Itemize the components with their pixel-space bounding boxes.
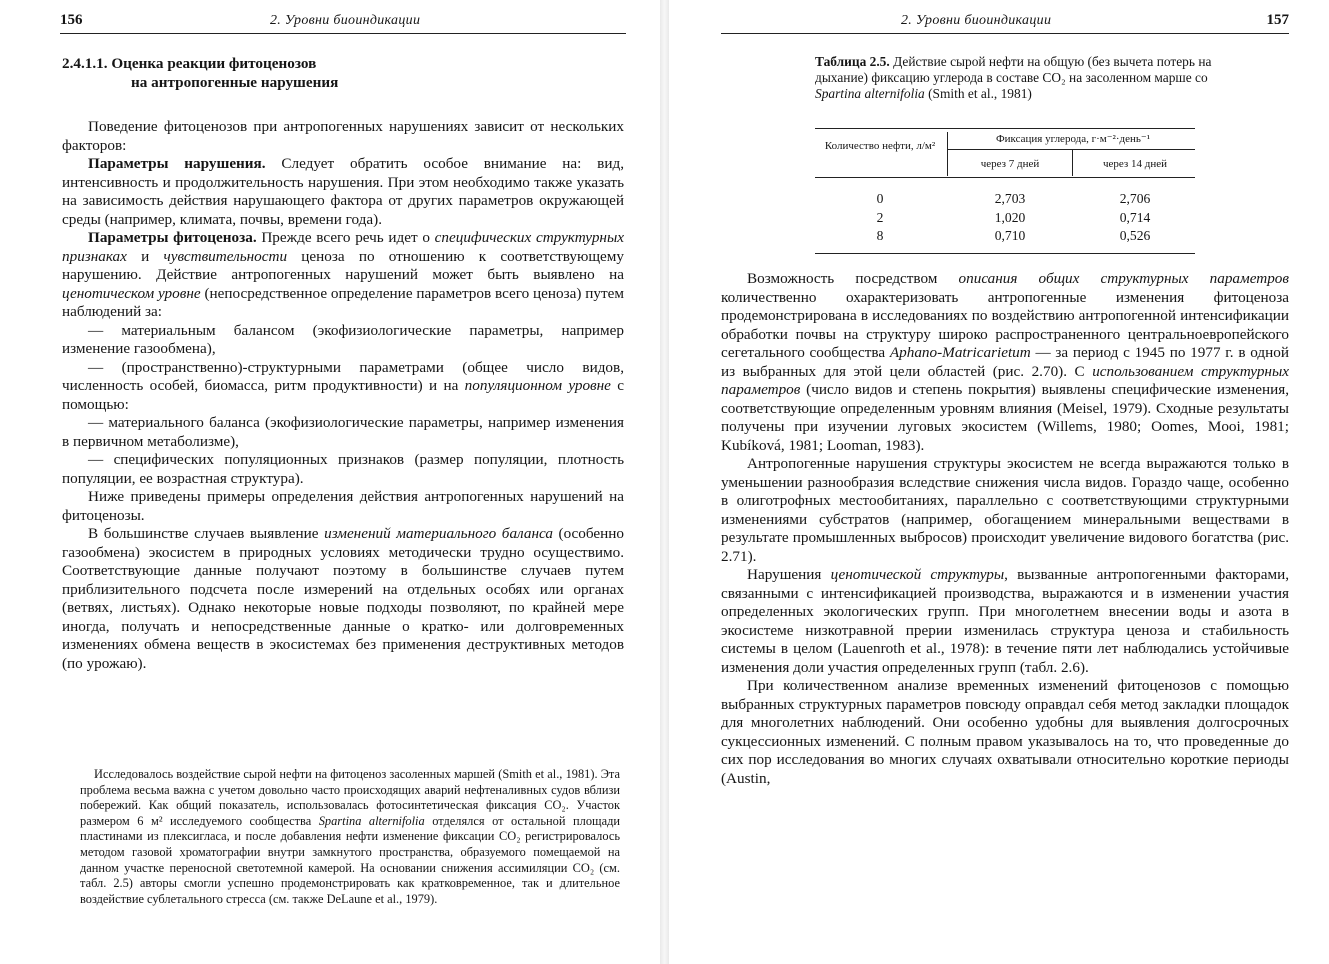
left-page [0,0,660,964]
table-cell: 0,714 [1119,210,1151,225]
table-caption-label: Таблица 2.5. [815,54,890,69]
paragraph: Параметры фитоценоза. Прежде всего речь идет о специфических структурных признаках и чувствительности ценоза по отношению к соответствующему нарушению. Действие антропогенных нарушений может быть выявлено на ценотическом уровне (непосредственное определение параметров всего ценоза) путем наблюдений за: [62,229,624,320]
paragraph: Антропогенные нарушения структуры экосистем не всегда выражаются только в уменьшении разнообразия вследствие снижения числа видов. Гораздо чаще, особенно в олиготрофных местообитаниях, параллельно с соответствующими структурными изменениями субстратов (например, обогащением минеральными веществами в результате промышленных выбросов) происходит увеличение видового богатства (рис. 2.71). [721,455,1289,565]
page-number: 157 [1266,12,1289,28]
table-header-7days: через 7 дней [980,158,1040,170]
section-heading-line1: 2.4.1.1. Оценка реакции фитоценозов [62,55,317,72]
left-body-text [62,118,624,673]
footnote [80,767,620,907]
paragraph: Возможность посредством описания общих структурных параметров количественно охарактеризовать антропогенные изменения фитоценоза продемонстрирована в исследованиях по воздействию антропогенной интенсификации обработки почвы на структуру широко распространенного центральноевропейского сегетального сообщества Aphano-Matricarietum — за период с 1945 по 1977 г. в одной из выбранных для этой цели областей (рис. 2.70). С использованием структурных параметров (число видов и степень покрытия) выявлены специфические изменения, соответствующие определенным уровням влияния (Meisel, 1979). Сходные результаты получены при изучении луговых экосистем (Willems, 1980; Oomes, Mooi, 1981; Kubíková, 1981; Looman, 1983). [721,270,1289,454]
table-vrule [947,132,948,176]
data-table [815,128,1195,256]
paragraph: В большинстве случаев выявление изменений материального баланса (особенно газообмена) экосистем в природных условиях методически трудно осуществимо. Соответствующие данные получают поэтому в большинстве случаев путем приблизительного подсчета после измерений на отдельных особях или органах (ветвях, листьях). Однако некоторые новые подходы позволяют, по крайней мере иногда, получать и непосредственные данные о кратко- или долговременных изменениях обмена веществ в экосистемах без применения деструктивных методов (по урожаю). [62,525,624,672]
table-cell: 2 [876,210,884,225]
table-cell: 2,706 [1119,191,1151,206]
table-group-rule [947,149,1195,150]
running-title: 2. Уровни биоиндикации [270,13,421,28]
table-cell: 0 [876,191,884,206]
section-heading [62,54,622,92]
table-cell: 8 [876,228,884,243]
table-cell: 2,703 [994,191,1026,206]
running-title: 2. Уровни биоиндикации [901,13,1052,28]
paragraph: — (пространственно)-структурными параметрами (общее число видов, численность особей, биомасса, ритм продуктивности) и на популяционном уровне с помощью: [62,358,624,413]
running-head [60,12,626,34]
table-caption [815,54,1215,102]
table-header-14days: через 14 дней [1102,158,1168,170]
paragraph: Ниже приведены примеры определения действия антропогенных нарушений на фитоценозы. [62,488,624,524]
table-vrule [1072,150,1073,176]
table-top-rule [815,128,1195,129]
table-header-group: Фиксация углерода, г·м⁻²·день⁻¹ [995,133,1150,145]
paragraph: Поведение фитоценозов при антропогенных нарушениях зависит от нескольких факторов: [62,118,624,154]
table-caption-text: Действие сырой нефти на общую (без вычета потерь на дыхание) фиксацию углерода в составе CO₂ на засоленном марше со Spartina alternifolia (Smith et al., 1981) [815,54,1212,101]
book-gutter [660,0,669,964]
right-page [669,0,1329,964]
paragraph: — материального баланса (экофизиологические параметры, например изменения в первичном метаболизме), [62,414,624,450]
table-cell: 0,526 [1119,228,1151,243]
right-body-text [721,270,1289,788]
paragraph: — материальным балансом (экофизиологические параметры, например изменение газообмена), [62,321,624,357]
table-cell: 1,020 [994,210,1026,225]
running-head [721,12,1289,34]
paragraph: При количественном анализе временных изменений фитоценозов с помощью выбранных структурных параметров повсюду оправдал себя метод закладки площадок для многолетних наблюдений. Они особенно удобны для выявления долгосрочных сукцессионных изменений. С полным правом указывалось на то, что проведенные до сих пор исследования во многих случаях охватывали относительно короткие периоды (Austin, [721,677,1289,787]
paragraph: — специфических популяционных признаков (размер популяции, плотность популяции, ее возрастная структура). [62,451,624,487]
table-bottom-rule [815,253,1195,254]
page-number: 156 [60,12,83,28]
table-cell: 0,710 [994,228,1026,243]
footnote-text: Исследовалось воздействие сырой нефти на фитоценоз засоленных маршей (Smith et al., 1981). Эта проблема весьма важна с учетом довольно часто происходящих аварий нефтеналивных судов вблизи побережий. Как общий показатель, использовалась фотосинтетическая фиксация CO₂. Участок размером 6 м² исследуемого сообщества Spartina alternifolia отделялся от остальной площади пластинами из плексигласа, и после добавления нефти изменение фиксации CO₂ регистрировалось методом газовой хроматографии внутри замкнутого пространства, образуемого помещаемой на данном участке переносной светотемной камерой. На основании снижения ассимиляции CO₂ (см. табл. 2.5) авторы смогли успешно продемонстрировать как кратковременное, так и длительное воздействие сублетального стресса (см. также DeLaune et al., 1979). [80,767,620,906]
paragraph: Параметры нарушения. Следует обратить особое внимание на: вид, интенсивность и продолжительность нарушения. При этом необходимо также указать на зависимость действия нарушающего фактора от других параметров окружающей среды (например, климата, почвы, времени года). [62,155,624,228]
table-header-oil: Количество нефти, л/м² [824,140,936,152]
paragraph: Нарушения ценотической структуры, вызванные антропогенными факторами, связанными с интенсификацией производства, выражаются и в изменении участия определенных экологических групп. При многолетнем внесении воды и азота в экосистеме низкотравной прерии изменилась структура ценоза и стабильность системы в целом (Lauenroth et al., 1978): в течение пяти лет наблюдались устойчивые изменения доли участия определенных групп (табл. 2.6). [721,566,1290,676]
section-heading-line2: на антропогенные нарушения [131,74,339,91]
table-header-rule [815,177,1195,178]
